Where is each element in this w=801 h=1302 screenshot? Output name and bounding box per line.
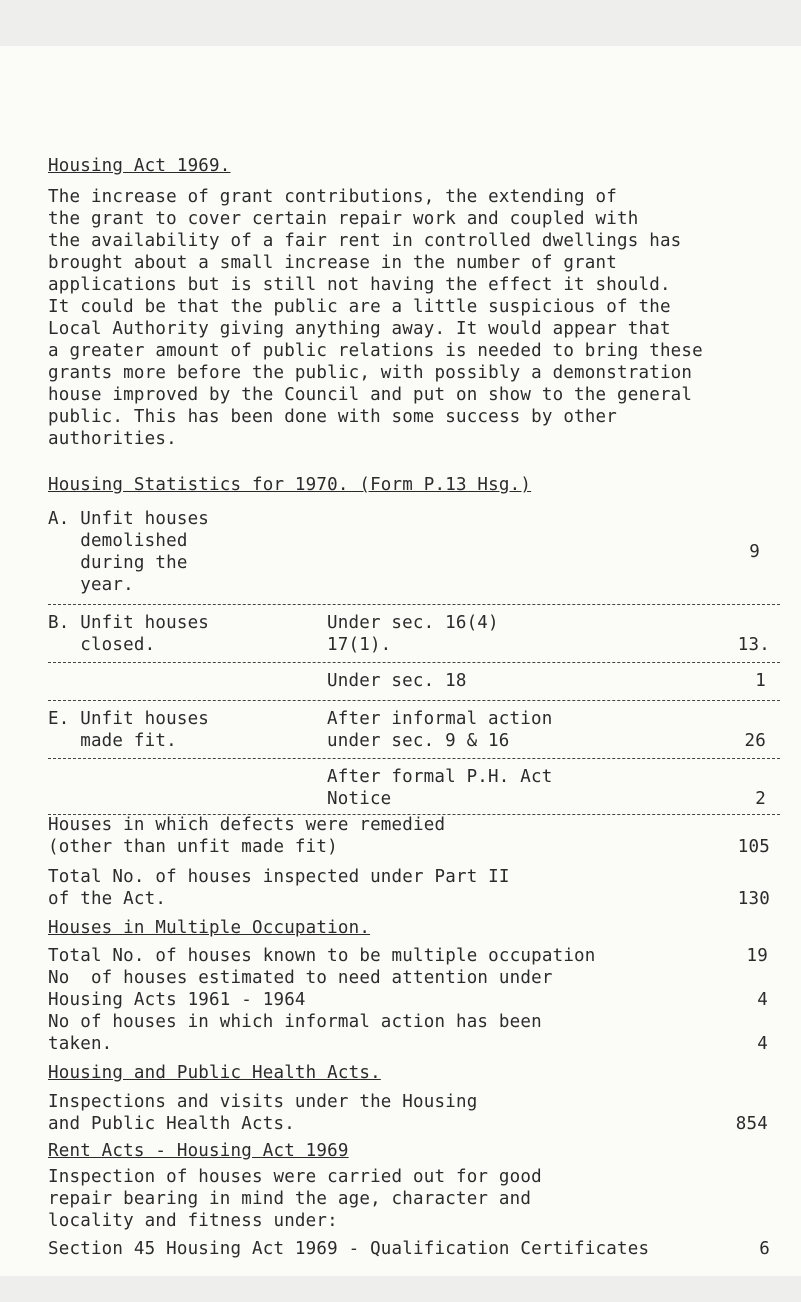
intro-line: brought about a small increase in the number of grant (48, 253, 618, 273)
row-a-label: A. Unfit houses (48, 509, 210, 529)
rent-line: repair bearing in mind the age, character and (48, 1189, 532, 1209)
table-rule (48, 700, 780, 701)
section-45-value: 6 (759, 1239, 770, 1259)
defects-label: (other than unfit made fit) (48, 837, 338, 857)
health-value: 854 (735, 1114, 768, 1134)
defects-value: 105 (737, 837, 770, 857)
row-a-value: 9 (749, 542, 760, 562)
intro-line: Local Authority giving anything away. It would appear that (48, 319, 671, 339)
row-e-value2: 2 (755, 789, 766, 809)
intro-line: the availability of a fair rent in controlled dwellings has (48, 231, 682, 251)
row-b-sub1: 17(1). (327, 635, 392, 655)
scan-top-band (0, 0, 801, 46)
inspected-label: Total No. of houses inspected under Part II (48, 867, 510, 887)
intro-line: the grant to cover certain repair work and coupled with (48, 209, 639, 229)
row-b-value1: 13. (737, 635, 770, 655)
stats-heading: Housing Statistics for 1970. (Form P.13 Hsg.) (48, 475, 532, 495)
row-a-label: year. (48, 575, 134, 595)
row-b-label: B. Unfit houses (48, 613, 210, 633)
health-row: and Public Health Acts. (48, 1114, 295, 1134)
rent-line: locality and fitness under: (48, 1211, 338, 1231)
intro-line: The increase of grant contributions, the extending of (48, 187, 618, 207)
row-b-sub1: Under sec. 16(4) (327, 613, 499, 633)
multiple-row: Housing Acts 1961 - 1964 (48, 990, 306, 1010)
multiple-value: 19 (746, 946, 768, 966)
scan-bottom-band (0, 1276, 801, 1302)
row-a-label: demolished (48, 531, 188, 551)
health-heading: Housing and Public Health Acts. (48, 1063, 381, 1083)
multiple-row: No of houses estimated to need attention under (48, 968, 553, 988)
row-b-value2: 1 (755, 671, 766, 691)
table-rule (48, 662, 780, 663)
intro-line: applications but is still not having the effect it should. (48, 275, 671, 295)
multiple-row: taken. (48, 1034, 113, 1054)
health-row: Inspections and visits under the Housing (48, 1092, 478, 1112)
inspected-value: 130 (737, 889, 770, 909)
row-e-sub1: After informal action (327, 709, 553, 729)
intro-line: house improved by the Council and put on show to the general (48, 385, 693, 405)
intro-line: public. This has been done with some success by other (48, 407, 618, 427)
intro-line: It could be that the public are a little suspicious of the (48, 297, 671, 317)
section-title: Housing Act 1969. (48, 156, 231, 176)
row-e-sub2: Notice (327, 789, 392, 809)
row-e-sub1: under sec. 9 & 16 (327, 731, 510, 751)
inspected-label: of the Act. (48, 889, 167, 909)
row-e-label: E. Unfit houses (48, 709, 210, 729)
rent-heading: Rent Acts - Housing Act 1969 (48, 1141, 349, 1161)
multiple-row: No of houses in which informal action has been (48, 1012, 542, 1032)
row-b-sub2: Under sec. 18 (327, 671, 467, 691)
multiple-value: 4 (757, 1034, 768, 1054)
intro-line: authorities. (48, 429, 177, 449)
row-e-label: made fit. (48, 731, 177, 751)
defects-label: Houses in which defects were remedied (48, 815, 446, 835)
table-rule (48, 604, 780, 605)
intro-line: a greater amount of public relations is needed to bring these (48, 341, 703, 361)
multiple-row: Total No. of houses known to be multiple occupation (48, 946, 596, 966)
rent-line: Inspection of houses were carried out for good (48, 1167, 542, 1187)
multiple-heading: Houses in Multiple Occupation. (48, 918, 371, 938)
row-a-label: during the (48, 553, 188, 573)
intro-line: grants more before the public, with possibly a demonstration (48, 363, 693, 383)
section-45-row: Section 45 Housing Act 1969 - Qualification Certificates (48, 1239, 650, 1259)
row-b-label: closed. (48, 635, 156, 655)
row-e-value1: 26 (744, 731, 766, 751)
multiple-value: 4 (757, 990, 768, 1010)
table-rule (48, 758, 780, 759)
row-e-sub2: After formal P.H. Act (327, 767, 553, 787)
